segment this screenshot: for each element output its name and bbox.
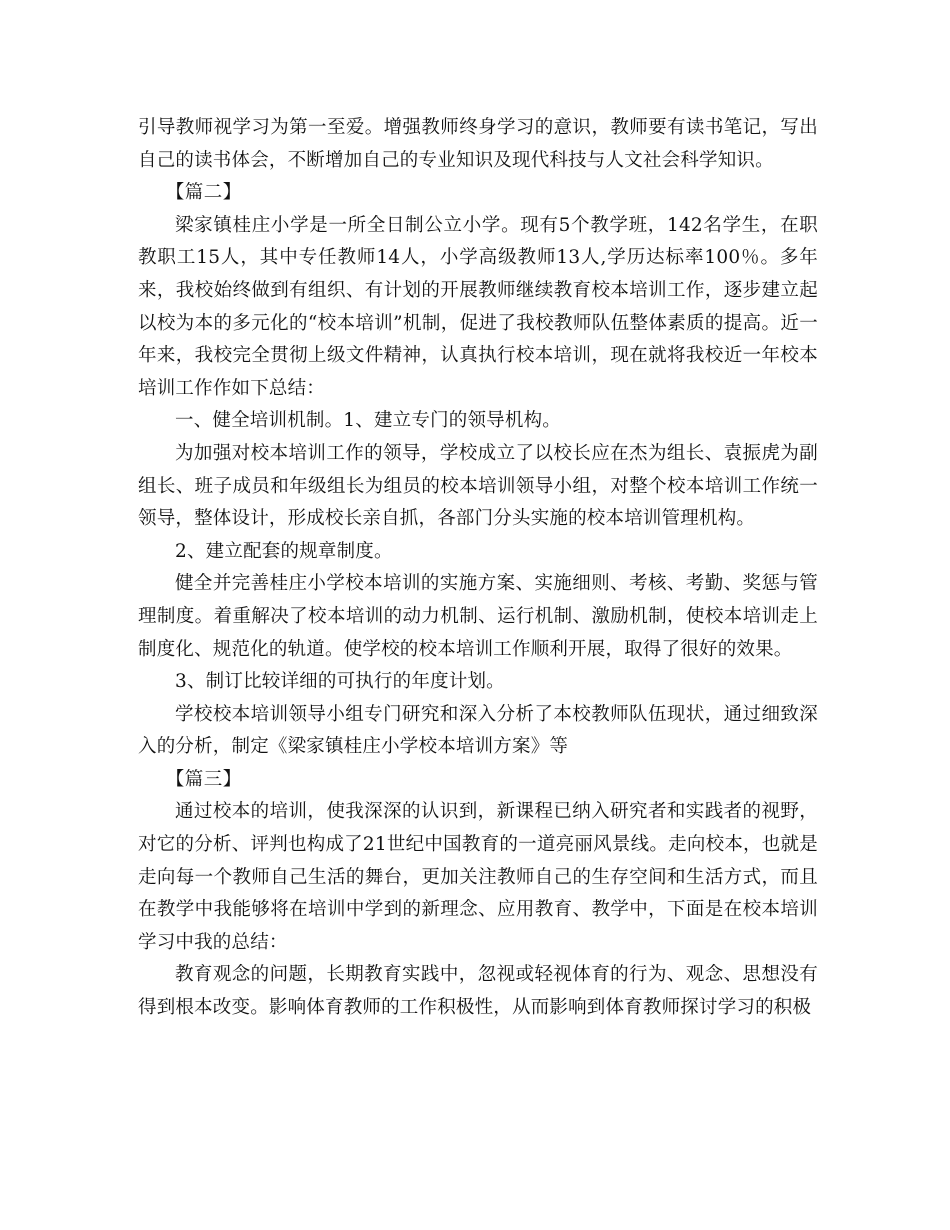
document-body	[138, 112, 818, 1025]
paragraph-leadership: 为加强对校本培训工作的领导，学校成立了以校长应在杰为组长、袁振虎为副组长、班子成员和年级组长为组员的校本培训领导小组，对整个校本培训工作统一领导，整体设计，形成校长亲自抓，各部门分头实施的校本培训管理机构。	[138, 442, 818, 530]
paragraph-mechanism-heading: 一、健全培训机制。1、建立专门的领导机构。	[175, 410, 561, 432]
section-heading-part-two: 【篇二】	[165, 182, 242, 204]
paragraph-rules-heading: 2、建立配套的规章制度。	[175, 540, 393, 562]
section-heading-part-three: 【篇三】	[165, 768, 242, 790]
paragraph-plan-heading: 3、制订比较详细的可执行的年度计划。	[175, 671, 505, 693]
paragraph-continuation: 引导教师视学习为第一至爱。增强教师终身学习的意识，教师要有读书笔记，写出自己的读书体会，不断增加自己的专业知识及现代科技与人文社会科学知识。	[138, 117, 818, 171]
paragraph-training-reflection: 通过校本的培训，使我深深的认识到，新课程已纳入研究者和实践者的视野，对它的分析、评判也构成了21世纪中国教育的一道亮丽风景线。走向校本，也就是走向每一个教师自己生活的舞台，更加关注教师自己的生存空间和生活方式，而且在教学中我能够将在培训中学到的新理念、应用教育、教学中，下面是在校本培训学习中我的总结：	[138, 801, 818, 953]
paragraph-rules: 健全并完善桂庄小学校本培训的实施方案、实施细则、考核、考勤、奖惩与管理制度。着重解决了校本培训的动力机制、运行机制、激励机制，使校本培训走上制度化、规范化的轨道。使学校的校本培训工作顺利开展，取得了很好的效果。	[138, 573, 818, 660]
paragraph-education-concept: 教育观念的问题，长期教育实践中，忽视或轻视体育的行为、观念、思想没有得到根本改变。影响体育教师的工作积极性，从而影响到体育教师探讨学习的积极	[138, 964, 818, 1019]
paragraph-plan: 学校校本培训领导小组专门研究和深入分析了本校教师队伍现状，通过细致深入的分析，制定《梁家镇桂庄小学校本培训方案》等	[138, 703, 818, 758]
paragraph-school-overview: 梁家镇桂庄小学是一所全日制公立小学。现有5个教学班，142名学生，在职教职工15人，其中专任教师14人，小学高级教师13人,学历达标率100％。多年来，我校始终做到有组织、有计划的开展教师继续教育校本培训工作，逐步建立起以校为本的多元化的“校本培训”机制，促进了我校教师队伍整体素质的提高。近一年来，我校完全贯彻上级文件精神，认真执行校本培训，现在就将我校近一年校本培训工作作如下总结：	[138, 214, 818, 399]
